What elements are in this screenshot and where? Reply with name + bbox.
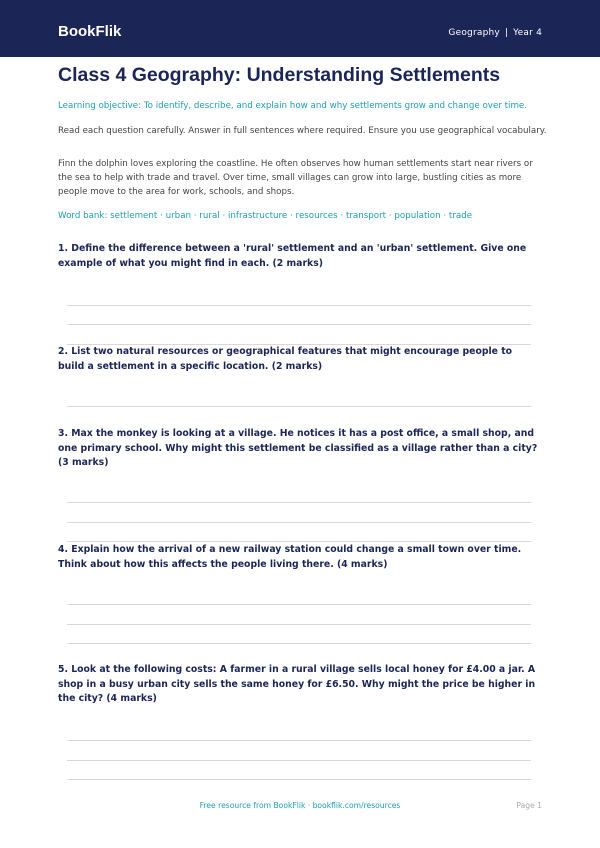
instructions-text: Read each question carefully. Answer in full sentences where required. Ensure you use geographical vocabulary. <box>58 126 547 136</box>
page-title: Class 4 Geography: Understanding Settlements <box>58 64 501 86</box>
page-number: Page 1 <box>516 801 542 810</box>
answer-line[interactable] <box>67 604 531 605</box>
story-text: Finn the dolphin loves exploring the coastline. He often observes how human settlements start near rivers or the sea to help with trade and travel. Over time, small villages can grow into large, bustling cities as more people move to the area for work, schools, and shops. <box>58 159 533 197</box>
answer-line[interactable] <box>67 522 531 523</box>
subject-year-label <box>448 28 542 38</box>
answer-line[interactable] <box>67 541 531 542</box>
answer-line[interactable] <box>67 406 531 407</box>
footer-credit: Free resource from BookFlik · bookflik.com/resources <box>199 801 401 810</box>
answer-line[interactable] <box>67 740 531 741</box>
answer-line[interactable] <box>67 502 531 503</box>
question-5: 5. Look at the following costs: A farmer in a rural village sells local honey for £4.00 a jar. A shop in a busy urban city sells the same honey for £6.50. Why might the price be higher in the city? (4 marks) <box>58 664 536 704</box>
answer-line[interactable] <box>67 760 531 761</box>
learning-objective: Learning objective: To identify, describe, and explain how and why settlements grow and change over time. <box>58 101 528 111</box>
answer-line[interactable] <box>67 779 531 780</box>
subject-label: Geography <box>448 28 500 38</box>
question-3: 3. Max the monkey is looking at a village. He notices it has a post office, a small shop, and one primary school. Why might this settlement be classified as a village rather than a city? (3 marks) <box>58 428 538 468</box>
page-header <box>0 0 600 57</box>
question-4: 4. Explain how the arrival of a new railway station could change a small town over time. Think about how this affects the people living there. (4 marks) <box>58 544 522 570</box>
answer-line[interactable] <box>67 624 531 625</box>
answer-line[interactable] <box>67 324 531 325</box>
question-2: 2. List two natural resources or geographical features that might encourage people to build a settlement in a specific location. (2 marks) <box>58 346 513 372</box>
word-bank: Word bank: settlement · urban · rural · infrastructure · resources · transport · population · trade <box>58 211 473 221</box>
year-label: Year 4 <box>513 28 542 38</box>
question-1: 1. Define the difference between a 'rural' settlement and an 'urban' settlement. Give one example of what you might find in each. (2 marks) <box>58 243 527 269</box>
separator: | <box>504 28 509 38</box>
brand-logo: BookFlik <box>58 23 122 40</box>
answer-line[interactable] <box>67 643 531 644</box>
answer-line[interactable] <box>67 305 531 306</box>
